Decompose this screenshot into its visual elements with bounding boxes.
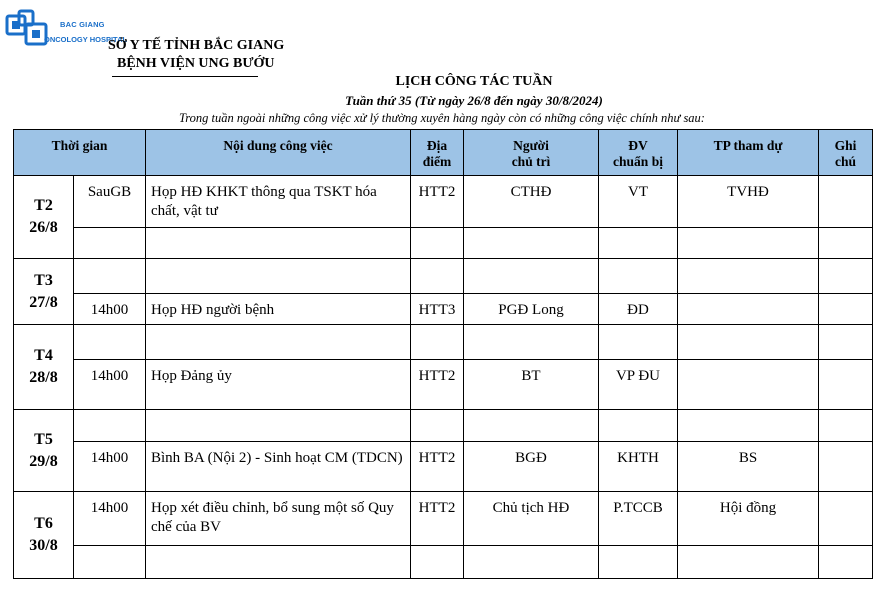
cell-location: HTT2 [411,360,464,410]
cell-participants [678,259,819,294]
cell-host [464,228,599,259]
cell-location: HTT2 [411,176,464,228]
table-row [14,410,873,442]
cell-time: 14h00 [74,442,146,492]
cell-prep: ĐD [599,294,678,325]
header-host-l1: Người [513,138,549,153]
cell-participants: TVHĐ [678,176,819,228]
day-date: 27/8 [29,293,58,311]
header-prep-l1: ĐV [628,138,648,153]
cell-content [146,325,411,360]
table-row [14,176,873,228]
day-date: 30/8 [29,537,58,554]
cell-prep: KHTH [599,442,678,492]
cell-time [74,228,146,259]
logo-text-line2: ONCOLOGY HOSPITAL [44,35,128,44]
table-row [14,360,873,410]
cell-host: Chủ tịch HĐ [464,492,599,546]
cell-content [146,546,411,579]
header-host-l2: chủ trì [511,154,551,169]
cell-time: 14h00 [74,294,146,325]
day-date: 28/8 [29,369,58,386]
org-line-1: SỞ Y TẾ TỈNH BẮC GIANG [108,38,285,53]
cell-host: CTHĐ [464,176,599,228]
cell-prep [599,546,678,579]
cell-note [819,360,873,410]
cell-location [411,228,464,259]
header-host [464,130,599,176]
cell-participants [678,360,819,410]
day-cell [14,259,74,325]
cell-time [74,410,146,442]
table-row [14,259,873,294]
day-date: 29/8 [29,452,58,470]
table-row [14,325,873,360]
header-prep-l2: chuẩn bị [613,154,663,169]
day-cell [14,176,74,259]
day-date: 26/8 [29,219,58,236]
cell-prep: VP ĐU [599,360,678,410]
org-line-2: BỆNH VIỆN UNG BƯỚU [117,56,275,71]
schedule-table [13,129,873,579]
cell-location: HTT3 [411,294,464,325]
cell-location [411,410,464,442]
table-row [14,546,873,579]
cell-note [819,325,873,360]
header-notes-l1: Ghi [834,138,857,153]
header-prep [599,130,678,176]
cell-location: HTT2 [411,442,464,492]
cell-host: BT [464,360,599,410]
week-subtitle: Tuần thứ 35 (Từ ngày 26/8 đến ngày 30/8/2024) [345,93,603,108]
cell-note [819,410,873,442]
cell-host [464,546,599,579]
cell-time [74,546,146,579]
header-participants: TP tham dự [678,130,819,176]
cell-location: HTT2 [411,492,464,546]
day-cell [14,325,74,410]
day-label: T5 [34,430,53,448]
cell-host: BGĐ [464,442,599,492]
cell-prep [599,410,678,442]
cell-content: Họp HĐ người bệnh [146,294,411,325]
cell-location [411,259,464,294]
cell-host [464,410,599,442]
day-label: T3 [34,271,53,289]
cell-participants [678,546,819,579]
table-row [14,228,873,259]
cell-content [146,228,411,259]
header-location-l1: Địa [426,138,448,153]
cell-time: 14h00 [74,492,146,546]
cell-participants [678,410,819,442]
cell-location [411,325,464,360]
page-title: LỊCH CÔNG TÁC TUẦN [395,74,553,89]
cell-time: SauGB [74,176,146,228]
cell-prep: VT [599,176,678,228]
day-cell [14,410,74,492]
day-label: T2 [34,197,53,214]
hospital-logo [4,8,128,52]
cell-participants [678,228,819,259]
cell-note [819,294,873,325]
table-header-row [14,130,873,176]
cell-prep [599,259,678,294]
cell-host: PGĐ Long [464,294,599,325]
cell-content: Họp HĐ KHKT thông qua TSKT hóa chất, vật tư [146,176,411,228]
cell-note [819,492,873,546]
cell-content [146,259,411,294]
cell-host [464,325,599,360]
header-time: Thời gian [14,130,146,176]
header-notes-l2: chú [834,154,856,169]
cell-time [74,259,146,294]
cell-prep [599,228,678,259]
cell-note [819,228,873,259]
header-location-l2: điểm [422,154,452,169]
cell-content: Họp xét điều chỉnh, bổ sung một số Quy chế của BV [146,492,411,546]
cell-content [146,410,411,442]
cell-participants: Hội đồng [678,492,819,546]
cell-content: Bình BA (Nội 2) - Sinh hoạt CM (TDCN) [146,442,411,492]
day-label: T4 [34,347,53,364]
day-label: T6 [34,515,53,532]
table-row [14,442,873,492]
cell-host [464,259,599,294]
table-row [14,492,873,546]
cell-participants [678,325,819,360]
cell-note [819,259,873,294]
cell-content: Họp Đảng ủy [146,360,411,410]
table-row [14,294,873,325]
hospital-logo-icon [4,8,58,52]
cell-prep [599,325,678,360]
cell-note [819,546,873,579]
day-cell [14,492,74,579]
header-notes [819,130,873,176]
cell-note [819,176,873,228]
header-location [411,130,464,176]
cell-location [411,546,464,579]
cell-time [74,325,146,360]
cell-note [819,442,873,492]
cell-time: 14h00 [74,360,146,410]
cell-participants: BS [678,442,819,492]
cell-prep: P.TCCB [599,492,678,546]
logo-text-line1: BAC GIANG [60,20,105,29]
header-content: Nội dung công việc [146,130,411,176]
intro-note: Trong tuần ngoài những công việc xử lý thường xuyên hàng ngày còn có những công việc chính như sau: [179,111,705,125]
cell-participants [678,294,819,325]
